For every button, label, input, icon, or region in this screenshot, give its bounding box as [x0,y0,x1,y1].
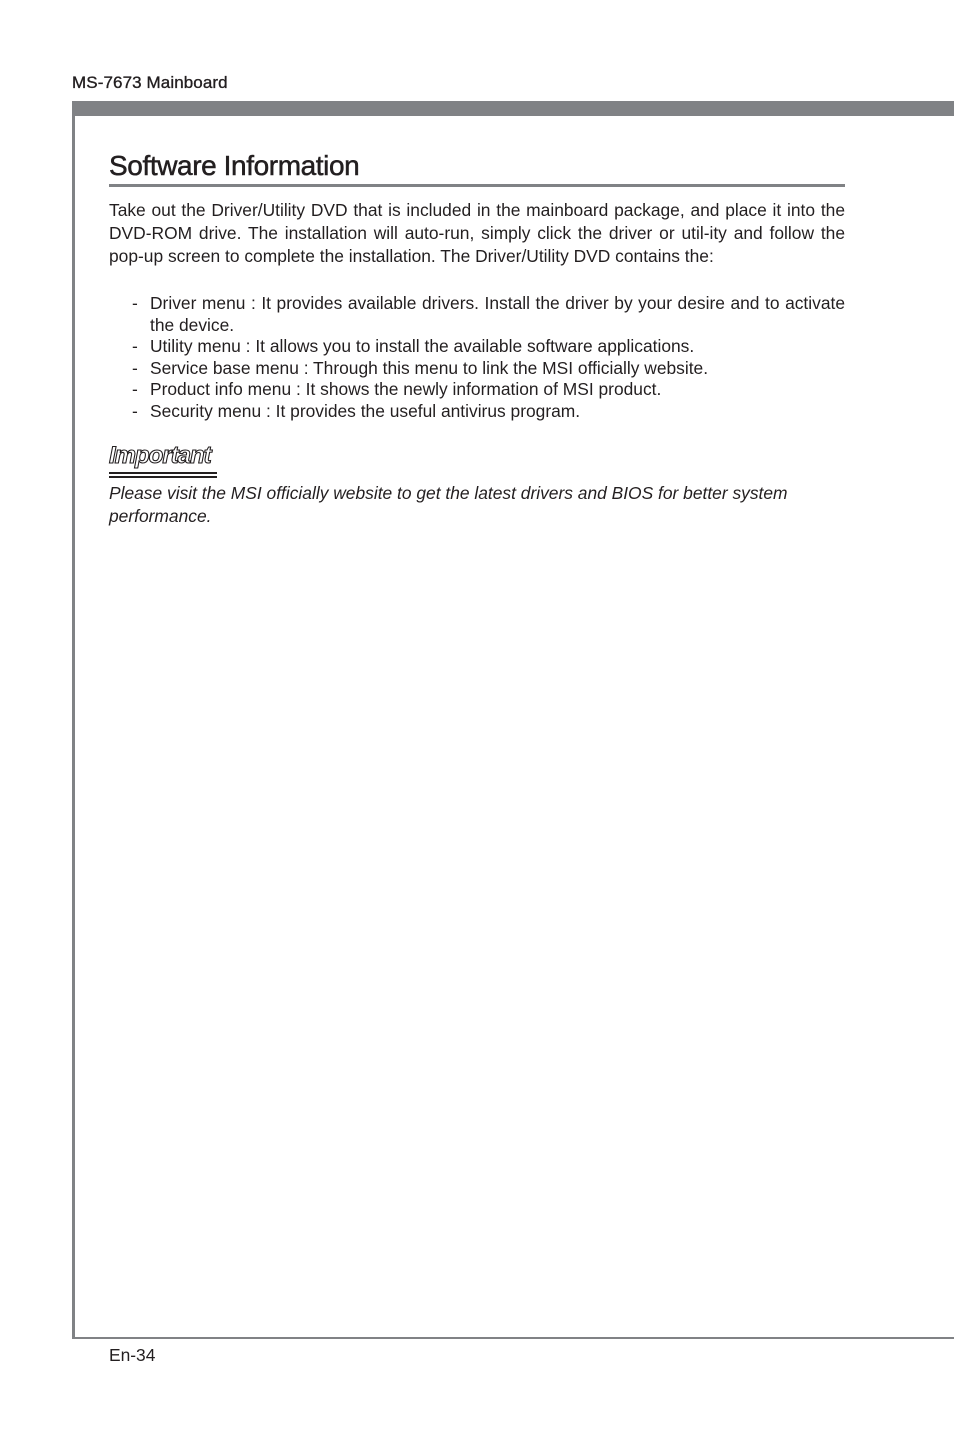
important-note: Please visit the MSI officially website to get the latest drivers and BIOS for better system performance. [109,483,788,526]
dvd-menu-list [109,293,845,423]
list-item-text: Utility menu : It allows you to install the available software applications. [150,336,695,357]
list-bullet: - [132,379,138,400]
list-bullet: - [132,336,138,357]
intro-paragraph: Take out the Driver/Utility DVD that is included in the mainboard package, and place it into the DVD-ROM drive. The installation will auto-run, simply click the driver or util-ity and follow the pop-up screen to complete the installation. The Driver/Utility DVD contains the: [109,200,845,266]
left-rule [72,101,75,1339]
list-item-driver-menu [109,293,845,336]
list-item-product-info-menu [109,379,845,401]
top-bar [72,101,954,116]
important-heading: Important [109,442,211,469]
list-bullet: - [132,400,138,421]
section-title-underline [109,184,845,187]
list-item-text: Product info menu : It shows the newly information of MSI product. [150,379,662,400]
list-bullet: - [132,357,138,378]
list-item-utility-menu [109,336,845,358]
list-item-service-base-menu [109,358,845,380]
bottom-rule [72,1337,954,1339]
page-number: En-34 [109,1345,156,1365]
list-item-text: Service base menu : Through this menu to link the MSI officially website. [150,357,709,378]
list-item-text: Driver menu : It provides available drivers. Install the driver by your desire and to activate the device. [150,293,845,335]
list-bullet: - [132,293,138,313]
list-item-security-menu [109,401,845,423]
important-underline [109,472,217,478]
section-title: Software Information [109,150,360,181]
list-item-text: Security menu : It provides the useful antivirus program. [150,400,581,421]
header-title: MS-7673 Mainboard [72,73,228,92]
